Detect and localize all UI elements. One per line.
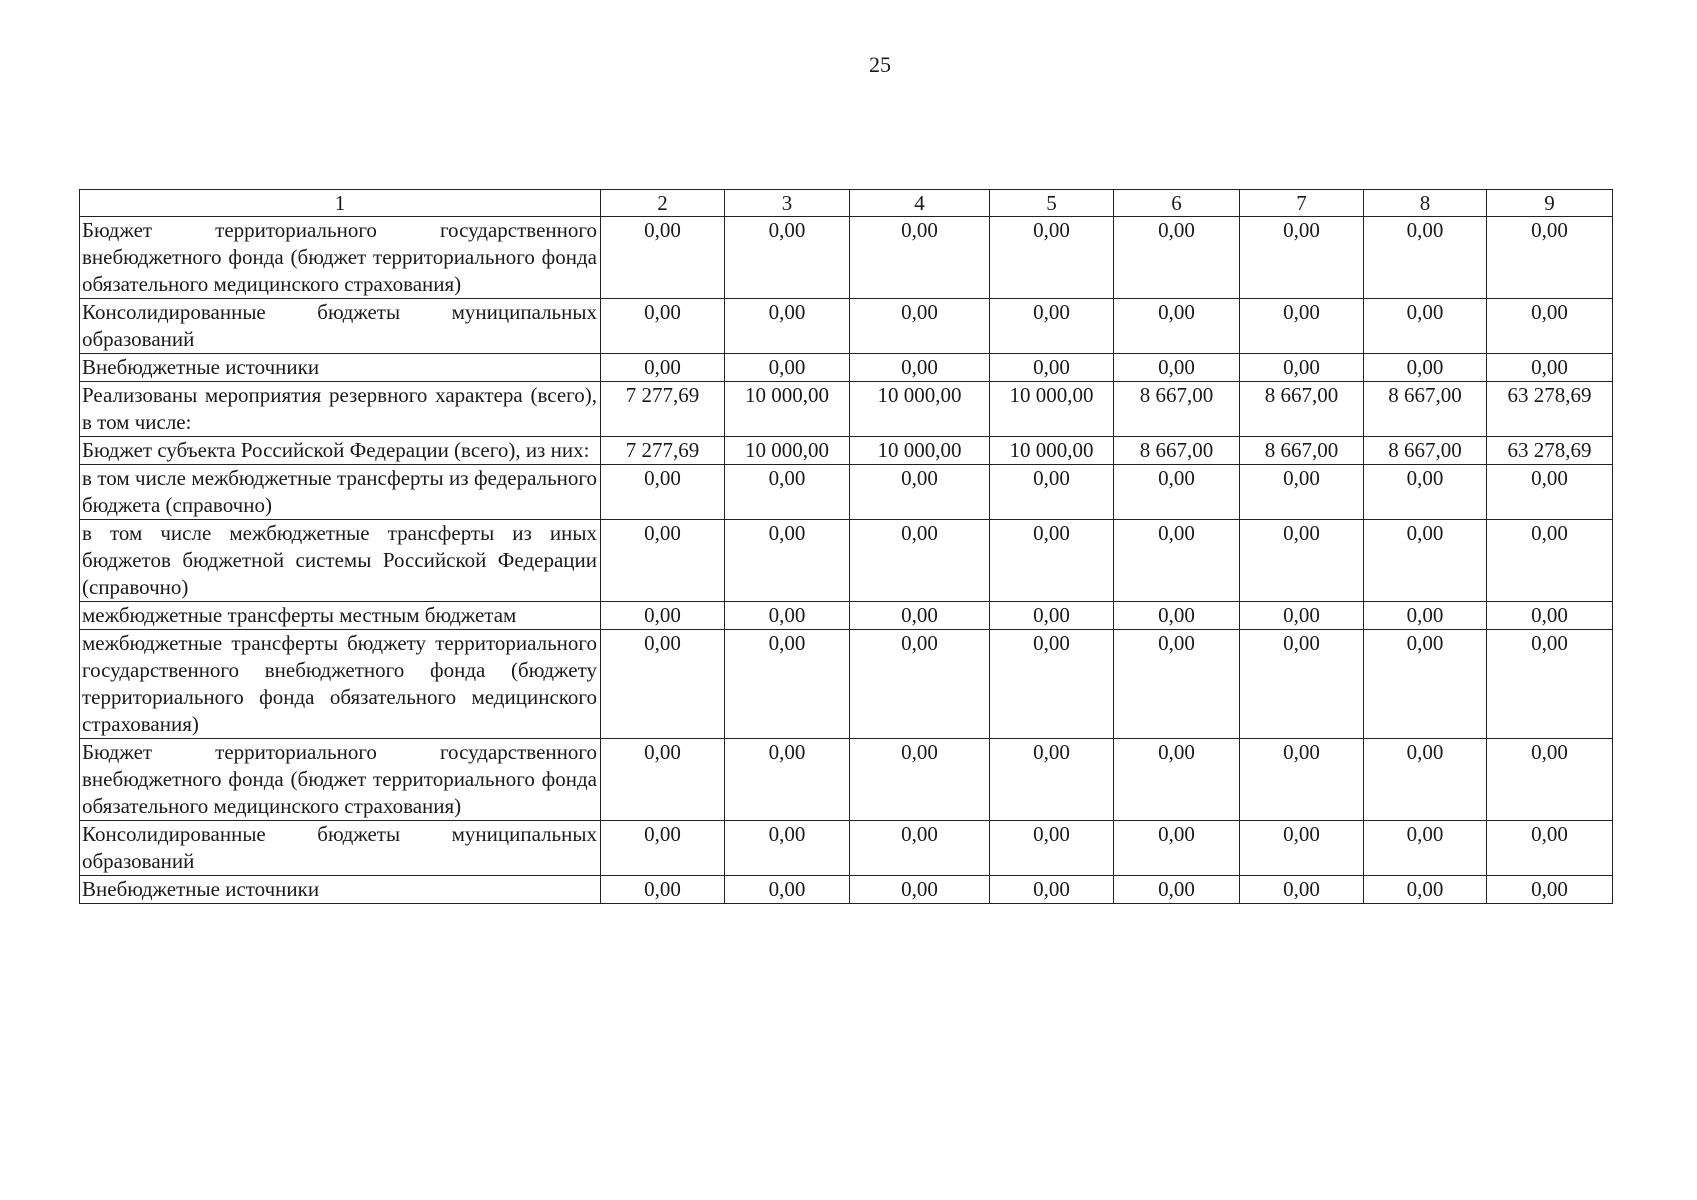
row-label: межбюджетные трансферты местным бюджетам — [80, 602, 601, 630]
value-cell: 0,00 — [1487, 602, 1613, 630]
value-cell: 0,00 — [1364, 876, 1487, 904]
value-cell: 0,00 — [725, 739, 850, 821]
row-label: Внебюджетные источники — [80, 354, 601, 382]
value-cell: 63 278,69 — [1487, 382, 1613, 437]
row-label: межбюджетные трансферты бюджету территориального государственного внебюджетного фонда (бюджету территориального фонда обязательного медицинского страхования) — [80, 630, 601, 739]
value-cell: 0,00 — [990, 602, 1114, 630]
value-cell: 0,00 — [1364, 520, 1487, 602]
table-row — [80, 739, 1613, 821]
budget-table — [79, 189, 1613, 904]
table-row — [80, 217, 1613, 299]
value-cell: 0,00 — [1114, 821, 1240, 876]
value-cell: 8 667,00 — [1114, 382, 1240, 437]
row-label: в том числе межбюджетные трансферты из федерального бюджета (справочно) — [80, 465, 601, 520]
table-row — [80, 821, 1613, 876]
value-cell: 0,00 — [850, 821, 990, 876]
value-cell: 8 667,00 — [1364, 382, 1487, 437]
table-header-row — [80, 190, 1613, 217]
value-cell: 0,00 — [601, 602, 725, 630]
value-cell: 0,00 — [601, 299, 725, 354]
value-cell: 0,00 — [990, 876, 1114, 904]
value-cell: 0,00 — [1240, 739, 1364, 821]
table-row — [80, 602, 1613, 630]
value-cell: 0,00 — [990, 465, 1114, 520]
value-cell: 0,00 — [850, 602, 990, 630]
value-cell: 8 667,00 — [1364, 437, 1487, 465]
header-cell: 4 — [850, 190, 990, 217]
value-cell: 0,00 — [1487, 630, 1613, 739]
header-cell: 3 — [725, 190, 850, 217]
value-cell: 0,00 — [601, 739, 725, 821]
table-row — [80, 520, 1613, 602]
value-cell: 0,00 — [990, 821, 1114, 876]
header-cell: 2 — [601, 190, 725, 217]
value-cell: 7 277,69 — [601, 437, 725, 465]
value-cell: 8 667,00 — [1240, 382, 1364, 437]
value-cell: 0,00 — [1487, 739, 1613, 821]
value-cell: 0,00 — [1240, 217, 1364, 299]
value-cell: 0,00 — [1240, 630, 1364, 739]
value-cell: 0,00 — [601, 520, 725, 602]
row-label: Консолидированные бюджеты муниципальных образований — [80, 299, 601, 354]
header-cell: 8 — [1364, 190, 1487, 217]
row-label: Консолидированные бюджеты муниципальных образований — [80, 821, 601, 876]
table-row — [80, 437, 1613, 465]
value-cell: 10 000,00 — [725, 437, 850, 465]
value-cell: 0,00 — [990, 739, 1114, 821]
value-cell: 0,00 — [725, 876, 850, 904]
value-cell: 0,00 — [1364, 630, 1487, 739]
value-cell: 0,00 — [850, 630, 990, 739]
value-cell: 0,00 — [990, 299, 1114, 354]
value-cell: 0,00 — [725, 520, 850, 602]
value-cell: 0,00 — [725, 602, 850, 630]
value-cell: 0,00 — [1240, 520, 1364, 602]
value-cell: 0,00 — [1487, 354, 1613, 382]
value-cell: 0,00 — [990, 217, 1114, 299]
table-row — [80, 876, 1613, 904]
row-label: Внебюджетные источники — [80, 876, 601, 904]
value-cell: 0,00 — [990, 354, 1114, 382]
value-cell: 0,00 — [601, 217, 725, 299]
value-cell: 0,00 — [1114, 299, 1240, 354]
value-cell: 0,00 — [850, 465, 990, 520]
value-cell: 0,00 — [1240, 821, 1364, 876]
header-cell: 1 — [80, 190, 601, 217]
value-cell: 10 000,00 — [725, 382, 850, 437]
value-cell: 0,00 — [1364, 217, 1487, 299]
table-row — [80, 299, 1613, 354]
value-cell: 0,00 — [1364, 602, 1487, 630]
value-cell: 0,00 — [725, 299, 850, 354]
page-number: 25 — [869, 52, 891, 77]
value-cell: 0,00 — [601, 876, 725, 904]
value-cell: 0,00 — [850, 299, 990, 354]
value-cell: 0,00 — [1240, 876, 1364, 904]
value-cell: 10 000,00 — [990, 437, 1114, 465]
value-cell: 8 667,00 — [1240, 437, 1364, 465]
value-cell: 0,00 — [1114, 602, 1240, 630]
value-cell: 0,00 — [601, 630, 725, 739]
value-cell: 0,00 — [850, 739, 990, 821]
value-cell: 0,00 — [1240, 602, 1364, 630]
value-cell: 0,00 — [1487, 217, 1613, 299]
header-cell: 7 — [1240, 190, 1364, 217]
row-label: Бюджет территориального государственного внебюджетного фонда (бюджет территориального фонда обязательного медицинского страхования) — [80, 217, 601, 299]
value-cell: 0,00 — [601, 354, 725, 382]
value-cell: 0,00 — [850, 217, 990, 299]
value-cell: 0,00 — [1114, 520, 1240, 602]
value-cell: 0,00 — [1240, 354, 1364, 382]
value-cell: 0,00 — [1364, 821, 1487, 876]
value-cell: 0,00 — [990, 630, 1114, 739]
header-cell: 6 — [1114, 190, 1240, 217]
value-cell: 0,00 — [725, 630, 850, 739]
value-cell: 0,00 — [725, 821, 850, 876]
table-body — [80, 190, 1613, 904]
value-cell: 0,00 — [1364, 354, 1487, 382]
table-row — [80, 630, 1613, 739]
row-label: в том числе межбюджетные трансферты из иных бюджетов бюджетной системы Российской Федерации (справочно) — [80, 520, 601, 602]
value-cell: 0,00 — [1114, 354, 1240, 382]
value-cell: 0,00 — [850, 876, 990, 904]
table-row — [80, 354, 1613, 382]
value-cell: 0,00 — [1364, 299, 1487, 354]
row-label: Бюджет территориального государственного внебюджетного фонда (бюджет территориального фонда обязательного медицинского страхования) — [80, 739, 601, 821]
value-cell: 0,00 — [850, 520, 990, 602]
value-cell: 0,00 — [601, 821, 725, 876]
row-label: Бюджет субъекта Российской Федерации (всего), из них: — [80, 437, 601, 465]
value-cell: 0,00 — [1487, 876, 1613, 904]
value-cell: 0,00 — [850, 354, 990, 382]
value-cell: 0,00 — [725, 354, 850, 382]
value-cell: 0,00 — [1114, 465, 1240, 520]
header-cell: 5 — [990, 190, 1114, 217]
value-cell: 0,00 — [1114, 630, 1240, 739]
value-cell: 0,00 — [1114, 739, 1240, 821]
value-cell: 0,00 — [725, 465, 850, 520]
value-cell: 0,00 — [1114, 876, 1240, 904]
value-cell: 7 277,69 — [601, 382, 725, 437]
value-cell: 0,00 — [1487, 299, 1613, 354]
value-cell: 10 000,00 — [850, 437, 990, 465]
value-cell: 0,00 — [1487, 520, 1613, 602]
value-cell: 10 000,00 — [850, 382, 990, 437]
value-cell: 63 278,69 — [1487, 437, 1613, 465]
value-cell: 0,00 — [601, 465, 725, 520]
value-cell: 10 000,00 — [990, 382, 1114, 437]
value-cell: 8 667,00 — [1114, 437, 1240, 465]
value-cell: 0,00 — [1114, 217, 1240, 299]
value-cell: 0,00 — [990, 520, 1114, 602]
value-cell: 0,00 — [725, 217, 850, 299]
value-cell: 0,00 — [1364, 465, 1487, 520]
value-cell: 0,00 — [1240, 465, 1364, 520]
header-cell: 9 — [1487, 190, 1613, 217]
row-label: Реализованы мероприятия резервного характера (всего), в том числе: — [80, 382, 601, 437]
value-cell: 0,00 — [1487, 821, 1613, 876]
table-row — [80, 465, 1613, 520]
value-cell: 0,00 — [1364, 739, 1487, 821]
table-row — [80, 382, 1613, 437]
value-cell: 0,00 — [1240, 299, 1364, 354]
value-cell: 0,00 — [1487, 465, 1613, 520]
